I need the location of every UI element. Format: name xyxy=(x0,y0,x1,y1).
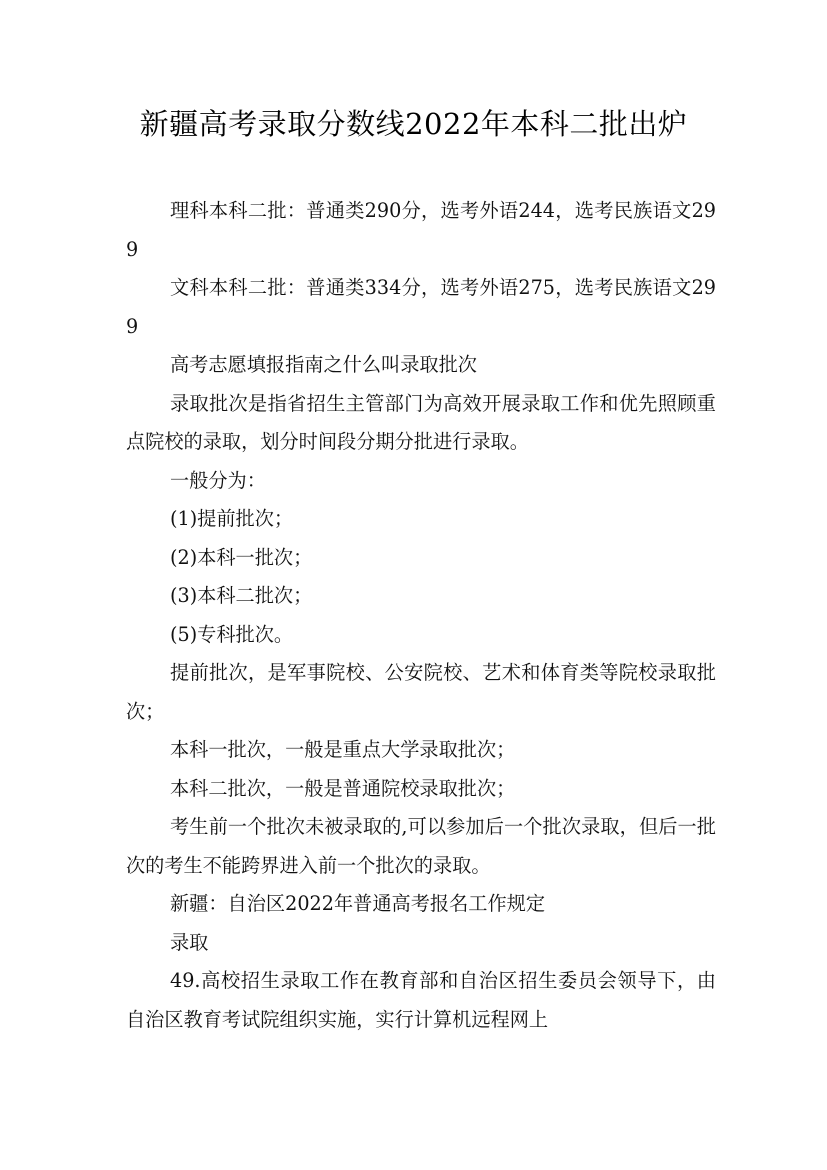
list-item-second-batch: (3)本科二批次； xyxy=(170,584,313,607)
paragraph-general-division: 一般分为： xyxy=(170,468,266,492)
paragraph-batch-definition: 录取批次是指省招生主管部门为高效开展录取工作和优先照顾重点院校的录取，划分时间段分期分批进行录取。 xyxy=(126,391,716,453)
paragraph-first-batch-desc: 本科一批次，一般是重点大学录取批次； xyxy=(170,738,516,761)
list-item-early-batch: (1)提前批次； xyxy=(170,507,294,530)
paragraph-early-batch-desc: 提前批次，是军事院校、公安院校、艺术和体育类等院校录取批次； xyxy=(126,661,716,723)
paragraph-section-admission: 录取 xyxy=(170,930,209,954)
paragraph-regulation-title: 新疆：自治区2022年普通高考报名工作规定 xyxy=(170,892,546,915)
list-item-college-batch: (5)专科批次。 xyxy=(170,622,294,646)
paragraph-heading-batch: 高考志愿填报指南之什么叫录取批次 xyxy=(170,353,477,376)
paragraph-arts-score: 文科本科二批：普通类334分，选考外语275，选考民族语文299 xyxy=(126,276,716,338)
paragraph-batch-rule: 考生前一个批次未被录取的,可以参加后一个批次录取，但后一批次的考生不能跨界进入前一个批次的录取。 xyxy=(126,815,716,877)
paragraph-article-49: 49.高校招生录取工作在教育部和自治区招生委员会领导下，由自治区教育考试院组织实施，实行计算机远程网上 xyxy=(126,969,716,1031)
paragraph-second-batch-desc: 本科二批次，一般是普通院校录取批次； xyxy=(170,776,516,800)
list-item-first-batch: (2)本科一批次； xyxy=(170,545,313,569)
document-body xyxy=(126,192,716,1039)
paragraph-science-score: 理科本科二批：普通类290分，选考外语244，选考民族语文299 xyxy=(126,199,716,261)
document-title: 新疆高考录取分数线2022年本科二批出炉 xyxy=(139,107,688,141)
